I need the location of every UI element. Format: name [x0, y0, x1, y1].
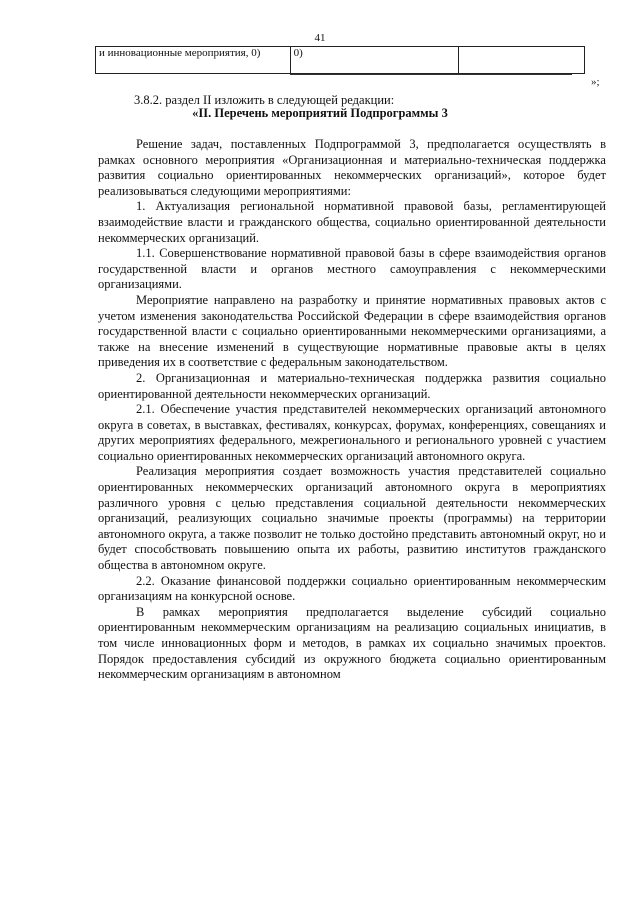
closing-quote: »; — [591, 76, 600, 88]
page-number: 41 — [314, 32, 326, 44]
paragraph: Реализация мероприятия создает возможность участия представителей социально ориентированных некоммерческих организаций автономного округа в мероприятиях различного уровня с целью представления социальной деятельности некоммерческих организаций, реализующих социально значимые проекты (программы) на территории автономного округа, а также позволит не только достойно представить автономный округ, но и будет способствовать повышению опыта их работы, развитию институтов гражданского общества в автономном округе. — [98, 464, 606, 573]
paragraph: Решение задач, поставленных Подпрограммой 3, предполагается осуществлять в рамках основного мероприятия «Организационная и материально-техническая поддержка развития социально ориентированных некоммерческих организаций», которое будет реализовываться следующими мероприятиями: — [98, 137, 606, 198]
table-row — [96, 47, 585, 74]
paragraph: 1. Актуализация региональной нормативной правовой базы, регламентирующей взаимодействие власти и гражданского общества, социально ориентированной деятельности некоммерческих организаций. — [98, 199, 606, 245]
paragraph: 2.1. Обеспечение участия представителей некоммерческих организаций автономного округа в советах, в выставках, фестивалях, конкурсах, форумах, конференциях, совещаниях и других мероприятиях федерального, межрегионального и регионального уровней с участием социально ориентированных некоммерческих организаций автономного округа. — [98, 402, 606, 463]
continuation-table — [95, 46, 585, 74]
table-cell-activities: и инновационные мероприятия, 0) — [96, 47, 291, 74]
paragraph: В рамках мероприятия предполагается выделение субсидий социально ориентированным некоммерческим организациям на реализацию социальных инициатив, в том числе инновационных форм и методов, в рамках их социально значимых проектов. Порядок предоставления субсидий из окружного бюджета социально ориентированным некоммерческим организациям в автономном — [98, 604, 606, 682]
paragraph: Мероприятие направлено на разработку и принятие нормативных правовых актов с учетом изменения законодательства Российской Федерации в сфере взаимодействия органов государственной власти с социально ориентированными некоммерческими организациями, а также на внесение изменений в существующие нормативные правовые акты в целях приведения их в соответствие с федеральным законодательством. — [98, 292, 606, 370]
paragraph: 2.2. Оказание финансовой поддержки социально ориентированным некоммерческим организациям на конкурсной основе. — [98, 573, 606, 604]
table-cell-empty — [458, 47, 584, 74]
paragraph: 1.1. Совершенствование нормативной правовой базы в сфере взаимодействия органов государственной власти и органов местного самоуправления с некоммерческими организациями. — [98, 246, 606, 292]
table-cell-value: 0) — [290, 47, 458, 74]
table-divider — [290, 74, 572, 75]
section-directive: 3.8.2. раздел II изложить в следующей редакции: — [134, 93, 395, 107]
section-heading: «II. Перечень мероприятий Подпрограммы 3 — [192, 106, 448, 120]
body-text — [98, 137, 606, 683]
paragraph: 2. Организационная и материально-техническая поддержка развития социально ориентированной деятельности некоммерческих организаций. — [98, 370, 606, 401]
